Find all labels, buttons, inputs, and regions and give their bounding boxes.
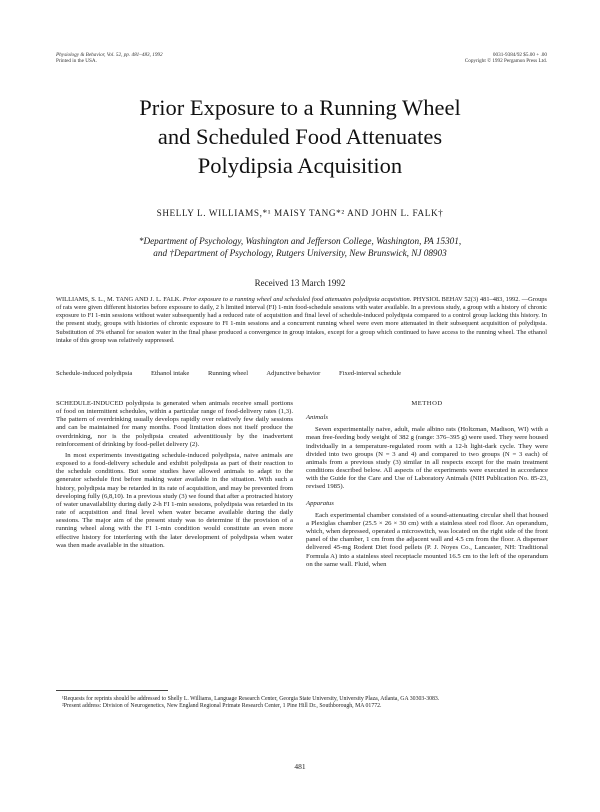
footnote: ¹Requests for reprints should be addressed to Shelly L. Williams, Language Research Center, Georgia State University, University Plaza, Atlanta, GA 30303-3083. <box>62 696 440 702</box>
title-line: Polydipsia Acquisition <box>197 153 403 178</box>
title-line: Prior Exposure to a Running Wheel <box>139 95 461 120</box>
title-line: and Scheduled Food Attenuates <box>157 124 443 149</box>
received-date: Received 13 March 1992 <box>254 278 346 288</box>
page-number: 481 <box>294 762 306 771</box>
keyword: Ethanol intake <box>151 370 190 377</box>
intro-paragraph: In most experiments investigating schedule-induced polydipsia, naive animals are exposed to a food-delivery schedule and exhibit polydipsia as part of their reaction to the schedule conditions. But some studies have allowed animals to adapt to the generator schedule first before making water available in the situation. With such a history, polydipsia may be retarded in its rate of acquisition, and may be prevented from developing fully (6,8,10). In a previous study (3) we found that after a protracted history of water unavailability during daily 2-h FI 1-min sessions, polydipsia was retarded in its rate of acquisition and final level when water became available during the daily sessions. The major aim of the present study was to determine if the provision of a running wheel along with the FI 1-min condition would constitute an even more effective history for interfering with the later development of polydipsia when water was then made available in the situation. <box>56 451 293 549</box>
journal-header-left <box>56 52 163 64</box>
introduction-column <box>56 400 293 550</box>
journal-header-right <box>465 52 547 64</box>
affiliation-line: and †Department of Psychology, Rutgers University, New Brunswick, NJ 08903 <box>153 247 447 258</box>
journal-citation: Physiology & Behavior, Vol. 52, pp. 481–483, 1992 <box>56 52 163 58</box>
author-list: SHELLY L. WILLIAMS,*¹ MAISY TANG*² AND JOHN L. FALK† <box>156 208 444 218</box>
method-heading: METHOD <box>411 400 443 407</box>
animals-paragraph: Seven experimentally naive, adult, male albino rats (Holtzman, Madison, WI) with a mean free-feeding body weight of 382 g (range: 376–395 g) were used. They were housed individually in a temperature-regulated room with a 12-h light-dark cycle. They were divided into two groups (N = 3 and 4) and compared to two groups (N = 3 each) of animals from a previous study (3) similar in all respects except for the main treatment conditions described below. All aspects of the experiments were executed in accordance with the Guide for the Care and Use of Laboratory Animals (NIH Publication No. 85-23, revised 1985). <box>306 426 548 491</box>
article-title <box>60 93 540 180</box>
abstract-citation: WILLIAMS, S. L., M. TANG AND J. L. FALK. <box>56 296 182 303</box>
apparatus-paragraph: Each experimental chamber consisted of a sound-attenuating circular shell that housed a Plexiglas chamber (25.5 × 26 × 30 cm) with a stainless steel rod floor. An operandum, which, when depressed, operated a microswitch, was located on the right side of the front panel of the chamber, 1 cm from the adjacent wall and 4.5 cm from the floor. A dispenser delivered 45-mg Rodent Diet food pellets (P. J. Noyes Co., Lancaster, NH: Traditional Formula A) into a stainless steel receptacle mounted 16.5 cm to the left of the operandum on the same wall. Fluid, when <box>306 511 548 568</box>
keyword: Schedule-induced polydipsia <box>56 370 133 377</box>
abstract-citation-title: Prior exposure to a running wheel and scheduled food attenuates polydipsia acquisition. <box>182 296 412 303</box>
footnotes <box>56 696 547 710</box>
apparatus-subheading: Apparatus <box>306 499 334 507</box>
intro-text: polydipsia is generated when animals receive small portions of food on intermittent schedules, within a particular range of food-delivery rates (1,3). The pattern of overdrinking usually develops rapidly over relatively few daily sessions and can be maintained for many months. Food limitation does not itself produce the overdrinking, nor is the polydipsia created adventitiously by the inadvertent reinforcement of drinking by food-pellet delivery (2). <box>56 400 294 448</box>
affiliation-line: *Department of Psychology, Washington and Jefferson College, Washington, PA 15301, <box>138 236 462 246</box>
intro-lead: SCHEDULE-INDUCED <box>56 400 124 407</box>
animals-subheading: Animals <box>306 414 328 422</box>
footnote: ²Present address: Division of Neurogenetics, New England Regional Primate Research Center, 1 Pine Hill Dr., Southborough, MA 01772. <box>62 703 382 710</box>
abstract <box>56 296 547 345</box>
copyright: Copyright © 1992 Pergamon Press Ltd. <box>464 58 547 65</box>
issn-price: 0031-9384/92 $5.00 + .00 <box>492 52 547 58</box>
keyword: Running wheel <box>207 370 249 377</box>
abstract-body: PHYSIOL BEHAV 52(3) 481–483, 1992. —Groups of rats were given different histories before exposure to daily, 2 h limited interval (FI) 1-min food-schedule sessions with water available. In a previous study, a group with a history of chronic exposure to FI 1-min sessions without water subsequently had a reduced rate of acquisition and final level of schedule-induced polydipsia compared to a control group lacking this history. In the present study, groups with histories of chronic exposure to FI 1-min sessions and a concurrent running wheel were even more attenuated in their subsequent acquisition of polydipsia. Substitution of 3% ethanol for session water in the final phase produced a convergence in group intakes, except for a group which continued to have access to the running wheel. The ethanol intake of this group was relatively suppressed. <box>56 296 547 344</box>
footnote-divider <box>56 690 168 691</box>
keyword: Fixed-interval schedule <box>339 370 402 377</box>
keyword: Adjunctive behavior <box>266 370 321 377</box>
method-column <box>306 400 548 569</box>
affiliations <box>60 236 540 259</box>
print-location: Printed in the USA. <box>56 58 97 65</box>
keywords <box>56 370 547 377</box>
intro-paragraph <box>56 400 293 449</box>
